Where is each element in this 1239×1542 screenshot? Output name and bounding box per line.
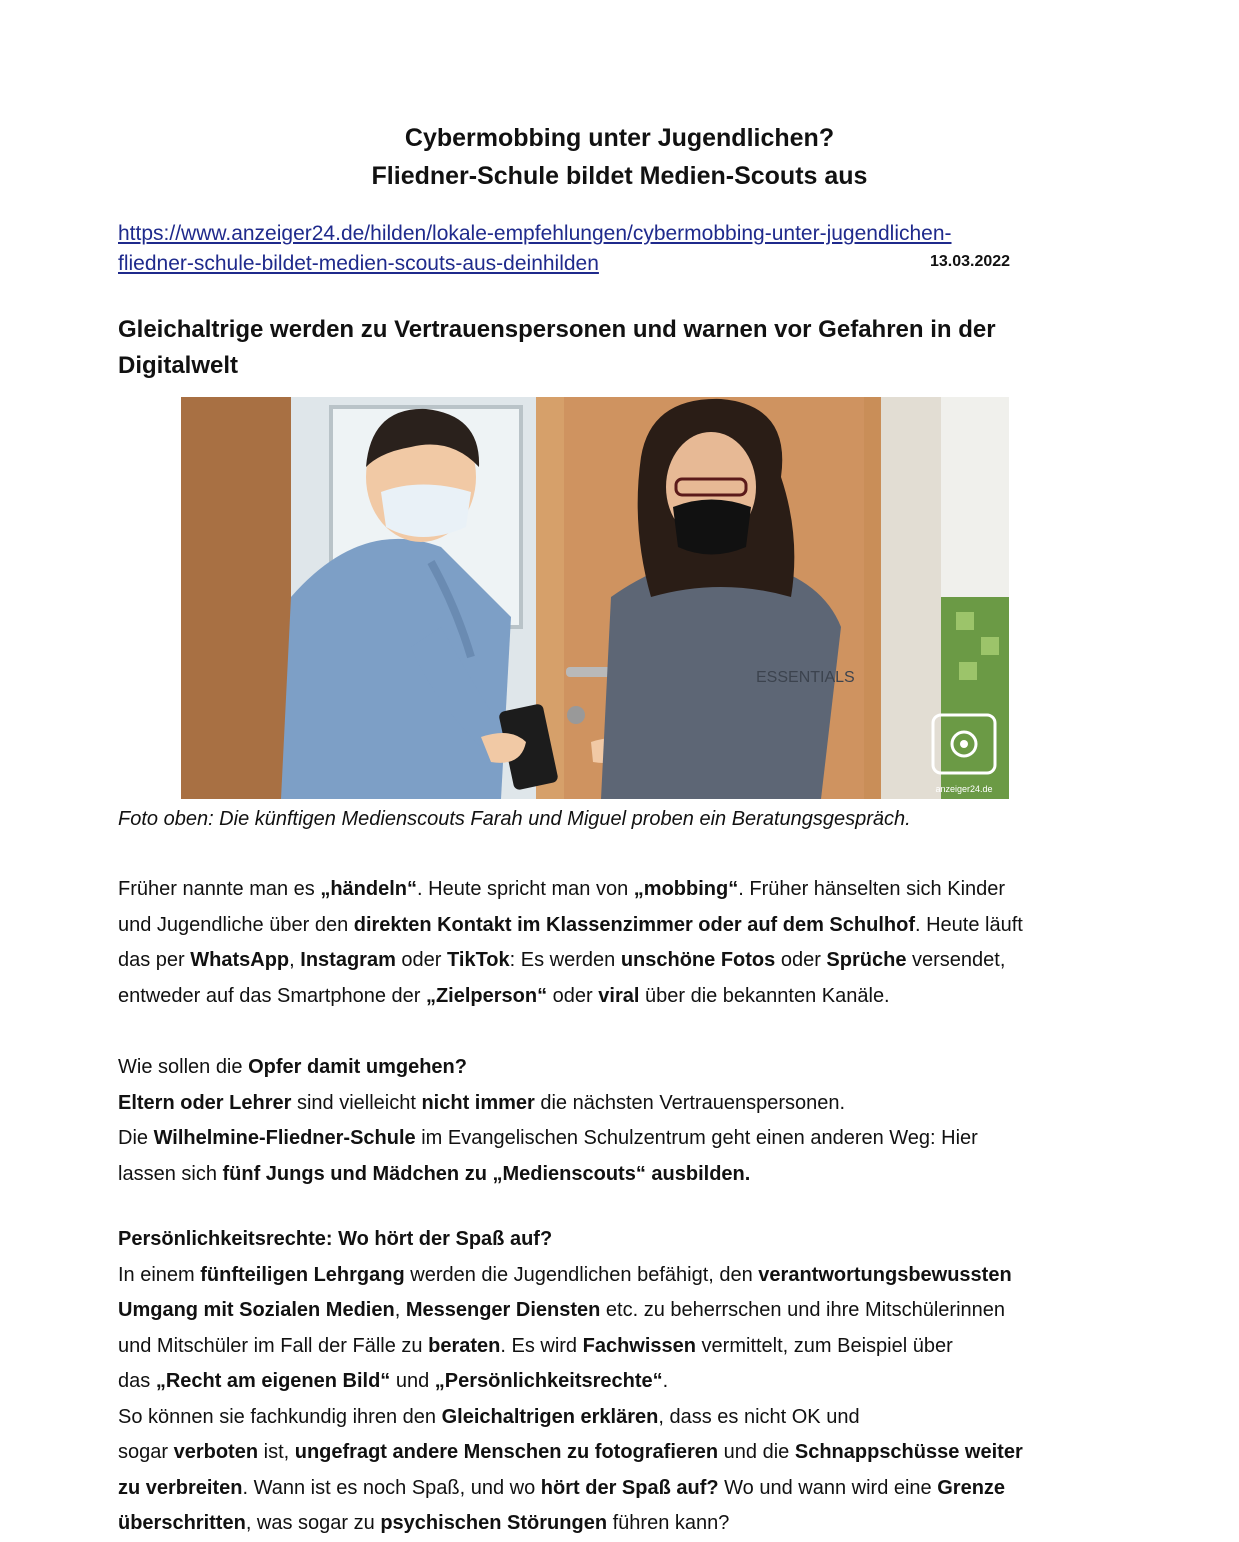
text: .: [662, 1370, 669, 1392]
text: , was sogar zu: [245, 1512, 381, 1534]
text: . Früher hänselten sich Kinder: [738, 878, 1006, 900]
text: Wie sollen die: [118, 1056, 249, 1078]
article-paragraph-2: [118, 1050, 1128, 1192]
text: oder: [775, 949, 827, 971]
text-line: [118, 1506, 1128, 1542]
bold-text: „Zielperson“: [425, 984, 548, 1007]
bold-text: nicht immer: [421, 1091, 535, 1114]
text-line: [118, 979, 1128, 1015]
text: das per: [118, 949, 191, 971]
bold-text: Gleichaltrigen erklären: [441, 1405, 659, 1428]
text: lassen sich: [118, 1162, 223, 1185]
text: . Wann ist es noch Spaß, und wo: [242, 1476, 541, 1499]
article-title-line-2: Fliedner-Schule bildet Medien-Scouts aus: [371, 162, 868, 190]
bold-text: „Recht am eigenen Bild“: [155, 1370, 391, 1392]
text-line: [118, 1157, 1128, 1193]
source-link-line-2[interactable]: fliedner-schule-bildet-medien-scouts-aus-deinhilden: [118, 252, 599, 275]
text-line: [118, 943, 1128, 979]
article-photo: [181, 397, 1009, 799]
bold-text: „Persönlichkeitsrechte“: [434, 1370, 663, 1392]
text-line: [118, 872, 1128, 908]
text-line: [118, 1050, 1128, 1086]
text: vermittelt, zum Beispiel über: [696, 1334, 953, 1357]
source-link-line-1[interactable]: https://www.anzeiger24.de/hilden/lokale-empfehlungen/cybermobbing-unter-jugendlichen-: [118, 222, 952, 245]
text: sogar: [118, 1441, 174, 1463]
bold-text: viral: [598, 984, 640, 1007]
text-line: [118, 1222, 1128, 1258]
text-line: [118, 1086, 1128, 1122]
bold-text: verantwortungsbewussten: [758, 1263, 1012, 1286]
text: über die bekannten Kanäle.: [639, 984, 890, 1007]
bold-text: überschritten: [118, 1512, 246, 1534]
bold-text: Wilhelmine-Fliedner-Schule: [153, 1127, 416, 1149]
bold-text: Umgang mit Sozialen Medien: [118, 1299, 395, 1321]
bold-text: Schnappschüsse weiter: [794, 1441, 1023, 1463]
text: : Es werden: [509, 949, 621, 971]
article-date: 13.03.2022: [930, 253, 1011, 270]
text: die nächsten Vertrauenspersonen.: [534, 1091, 846, 1114]
text: . Heute läuft: [914, 913, 1023, 936]
bold-text: psychischen Störungen: [380, 1512, 608, 1534]
text: , dass es nicht OK und: [658, 1405, 860, 1428]
text: das: [118, 1370, 156, 1392]
text: und die: [718, 1441, 795, 1463]
text: etc. zu beherrschen und ihre Mitschülerinnen: [600, 1299, 1006, 1321]
photo-caption: Foto oben: Die künftigen Medienscouts Farah und Miguel proben ein Beratungsgespräch.: [118, 808, 911, 830]
text-line: [118, 1435, 1128, 1471]
text: werden die Jugendlichen befähigt, den: [404, 1263, 759, 1286]
bold-text: unschöne Fotos: [620, 949, 776, 971]
text: . Heute spricht man von: [417, 878, 634, 900]
text: sind vielleicht: [291, 1091, 422, 1114]
bold-text: Sprüche: [826, 949, 907, 971]
text: Wo und wann wird eine: [718, 1476, 938, 1499]
text: In einem: [118, 1263, 201, 1286]
text: führen kann?: [607, 1512, 730, 1534]
article-subheadline: Gleichaltrige werden zu Vertrauenspersonen und warnen vor Gefahren in der Digitalwelt: [118, 316, 996, 379]
bold-text: Opfer damit umgehen?: [248, 1056, 467, 1078]
bold-text: Grenze: [937, 1476, 1006, 1499]
text: So können sie fachkundig ihren den: [118, 1405, 442, 1428]
bold-text: Eltern oder Lehrer: [118, 1091, 292, 1114]
text: . Es wird: [500, 1334, 583, 1357]
text-line: [118, 1258, 1128, 1294]
bold-text: Instagram: [300, 949, 396, 971]
text: ist,: [258, 1441, 295, 1463]
text: oder: [547, 984, 599, 1007]
text: entweder auf das Smartphone der: [118, 984, 426, 1007]
article-title-line-1: Cybermobbing unter Jugendlichen?: [404, 124, 835, 152]
text-line: [118, 1121, 1128, 1157]
text: und: [390, 1370, 435, 1392]
text: ,: [394, 1299, 406, 1321]
bold-text: TikTok: [447, 949, 510, 971]
text-line: [118, 1400, 1128, 1436]
bold-text: fünfteiligen Lehrgang: [200, 1263, 405, 1286]
text: versendet,: [906, 949, 1006, 971]
text-line: [118, 1329, 1128, 1365]
bold-text: hört der Spaß auf?: [540, 1476, 719, 1499]
text: im Evangelischen Schulzentrum geht einen anderen Weg: Hier: [415, 1127, 978, 1149]
bold-text: beraten: [428, 1334, 501, 1357]
article-paragraph-1: [118, 872, 1128, 1014]
article-paragraph-3: [118, 1222, 1128, 1542]
bold-text: ungefragt andere Menschen zu fotografieren: [294, 1441, 719, 1463]
text: ,: [289, 949, 301, 971]
bold-text: fünf Jungs und Mädchen zu „Medienscouts“ ausbilden.: [222, 1162, 751, 1185]
text: und Jugendliche über den: [118, 913, 354, 936]
bold-text: „händeln“: [320, 878, 418, 900]
text: oder: [395, 949, 448, 971]
bold-text: Messenger Diensten: [405, 1299, 601, 1321]
bold-text: direkten Kontakt im Klassenzimmer oder auf dem Schulhof: [353, 913, 915, 936]
bold-text: verboten: [173, 1441, 259, 1463]
bold-text: Persönlichkeitsrechte: Wo hört der Spaß auf?: [118, 1228, 553, 1250]
photo-watermark: anzeiger24.de: [935, 784, 993, 794]
shirt-print: ESSENTIALS: [756, 669, 855, 686]
bold-text: „mobbing“: [633, 878, 739, 900]
text-line: [118, 1364, 1128, 1400]
text-line: [118, 1471, 1128, 1507]
text-line: [118, 1293, 1128, 1329]
text-line: [118, 908, 1128, 944]
bold-text: zu verbreiten: [118, 1476, 243, 1499]
text: Früher nannte man es: [118, 878, 321, 900]
bold-text: WhatsApp: [190, 949, 290, 971]
text: Die: [118, 1127, 154, 1149]
bold-text: Fachwissen: [582, 1334, 696, 1357]
text: und Mitschüler im Fall der Fälle zu: [118, 1334, 429, 1357]
